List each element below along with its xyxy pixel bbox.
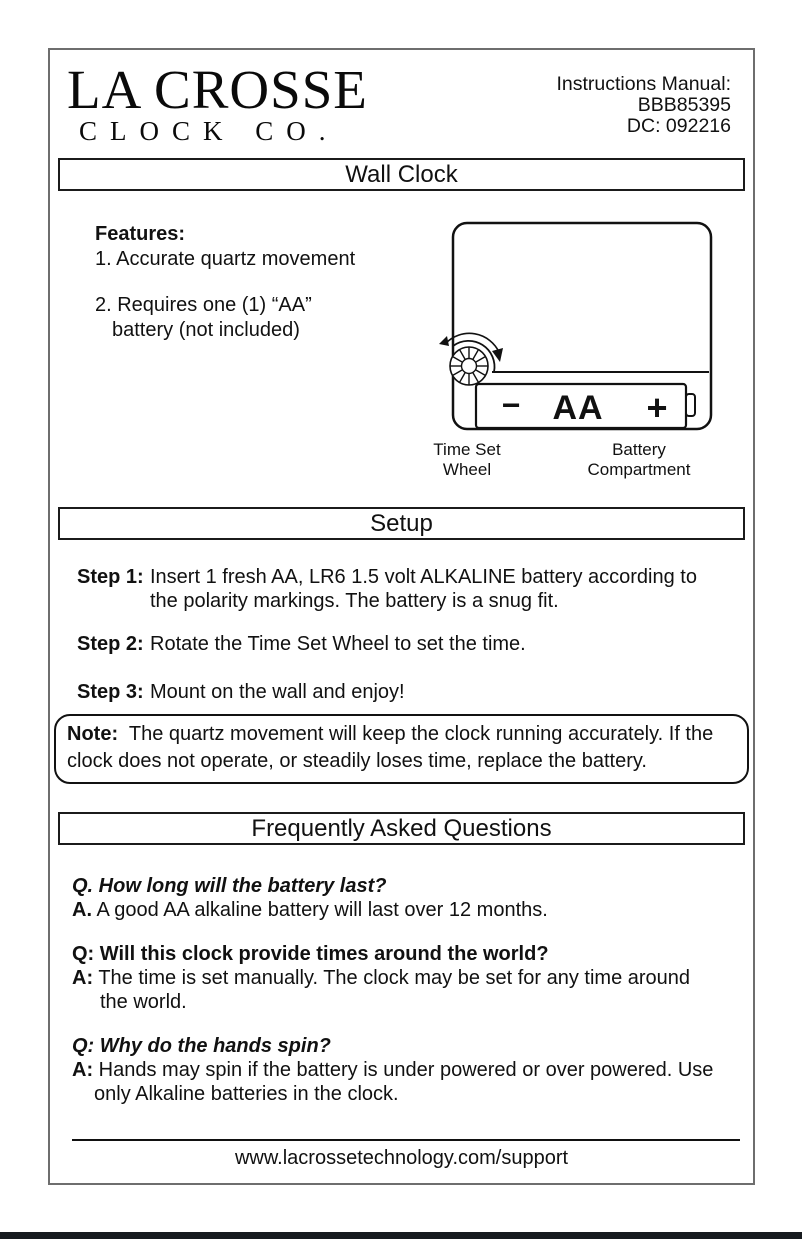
faq-answer [72, 966, 737, 990]
brand-name: LA CROSSE [67, 59, 368, 120]
product-title: Wall Clock [345, 160, 458, 188]
product-title-bar [58, 158, 745, 191]
feature-item: 1. Accurate quartz movement [95, 248, 356, 270]
faq-question: Q: Will this clock provide times around the world? [72, 943, 549, 965]
note-text: The quartz movement will keep the clock running accurately. If the [128, 723, 714, 745]
step-label: Step 2: [77, 633, 144, 655]
battery-type-label: AA [552, 389, 604, 427]
features-heading: Features: [95, 223, 186, 245]
doc-model-number: BBB85395 [637, 94, 731, 116]
doc-info-title: Instructions Manual: [556, 73, 731, 95]
setup-steps [77, 565, 737, 704]
note-box [54, 714, 749, 784]
setup-heading: Setup [370, 509, 433, 537]
faq-answer [72, 1058, 737, 1082]
note-label: Note: [67, 723, 119, 745]
support-url: www.lacrossetechnology.com/support [234, 1147, 569, 1169]
step-label: Step 1: [77, 566, 144, 588]
note-line [67, 721, 736, 748]
time-set-wheel-label: Time Set [433, 440, 501, 459]
footer-divider [72, 1139, 740, 1141]
faq-answer-label: A: [72, 967, 94, 989]
step-text: Mount on the wall and enjoy! [150, 681, 405, 703]
setup-section-bar [58, 507, 745, 540]
faq-question: Q. How long will the battery last? [72, 875, 387, 897]
faq-item-2 [72, 942, 737, 1014]
features-section [95, 222, 355, 343]
faq-answer-text: A good AA alkaline battery will last over 12 months. [96, 899, 548, 921]
setup-step-3 [77, 680, 737, 704]
faq-heading: Frequently Asked Questions [251, 814, 552, 842]
faq-answer-label: A. [72, 899, 92, 921]
step-line [77, 565, 737, 589]
feature-item-line: battery (not included) [112, 319, 300, 341]
setup-step-1 [77, 565, 737, 613]
step-label: Step 3: [77, 681, 144, 703]
brand-logo [67, 59, 368, 146]
aa-battery-graphic [476, 384, 695, 428]
doc-date-code: DC: 092216 [626, 115, 731, 137]
time-set-wheel-label: Wheel [442, 460, 492, 479]
faq-question: Q: Why do the hands spin? [72, 1035, 331, 1057]
battery-compartment-label: Battery [612, 440, 666, 459]
faq-answer-text: only Alkaline batteries in the clock. [94, 1083, 399, 1105]
faq-list [72, 874, 737, 1106]
manual-page [48, 48, 755, 1185]
faq-section-bar [58, 812, 745, 845]
faq-answer-text: The time is set manually. The clock may be set for any time around [98, 967, 691, 989]
battery-positive-terminal [686, 394, 695, 416]
battery-minus-marking: − [501, 387, 521, 423]
faq-item-1 [72, 874, 737, 922]
battery-compartment-label: Compartment [587, 460, 691, 479]
faq-answer-label: A: [72, 1059, 94, 1081]
battery-compartment-diagram [432, 220, 717, 485]
feature-item-line: 2. Requires one (1) “AA” [95, 294, 312, 316]
step-text: the polarity markings. The battery is a snug fit. [150, 590, 559, 612]
time-set-wheel-icon [450, 347, 488, 385]
note-text: clock does not operate, or steadily loses time, replace the battery. [67, 750, 647, 772]
feature-item [95, 293, 355, 343]
faq-item-3 [72, 1034, 737, 1106]
faq-answer [72, 898, 737, 922]
screenshot-bottom-strip [0, 1232, 802, 1239]
faq-answer-text: the world. [100, 991, 187, 1013]
setup-step-2 [77, 632, 737, 656]
step-text: Insert 1 fresh AA, LR6 1.5 volt ALKALINE battery according to [150, 566, 697, 588]
document-info [556, 74, 731, 137]
battery-plus-marking: + [646, 387, 668, 428]
brand-subname: CLOCK CO. [79, 116, 339, 146]
step-text: Rotate the Time Set Wheel to set the time. [150, 633, 526, 655]
faq-answer-text: Hands may spin if the battery is under powered or over powered. Use [98, 1059, 714, 1081]
